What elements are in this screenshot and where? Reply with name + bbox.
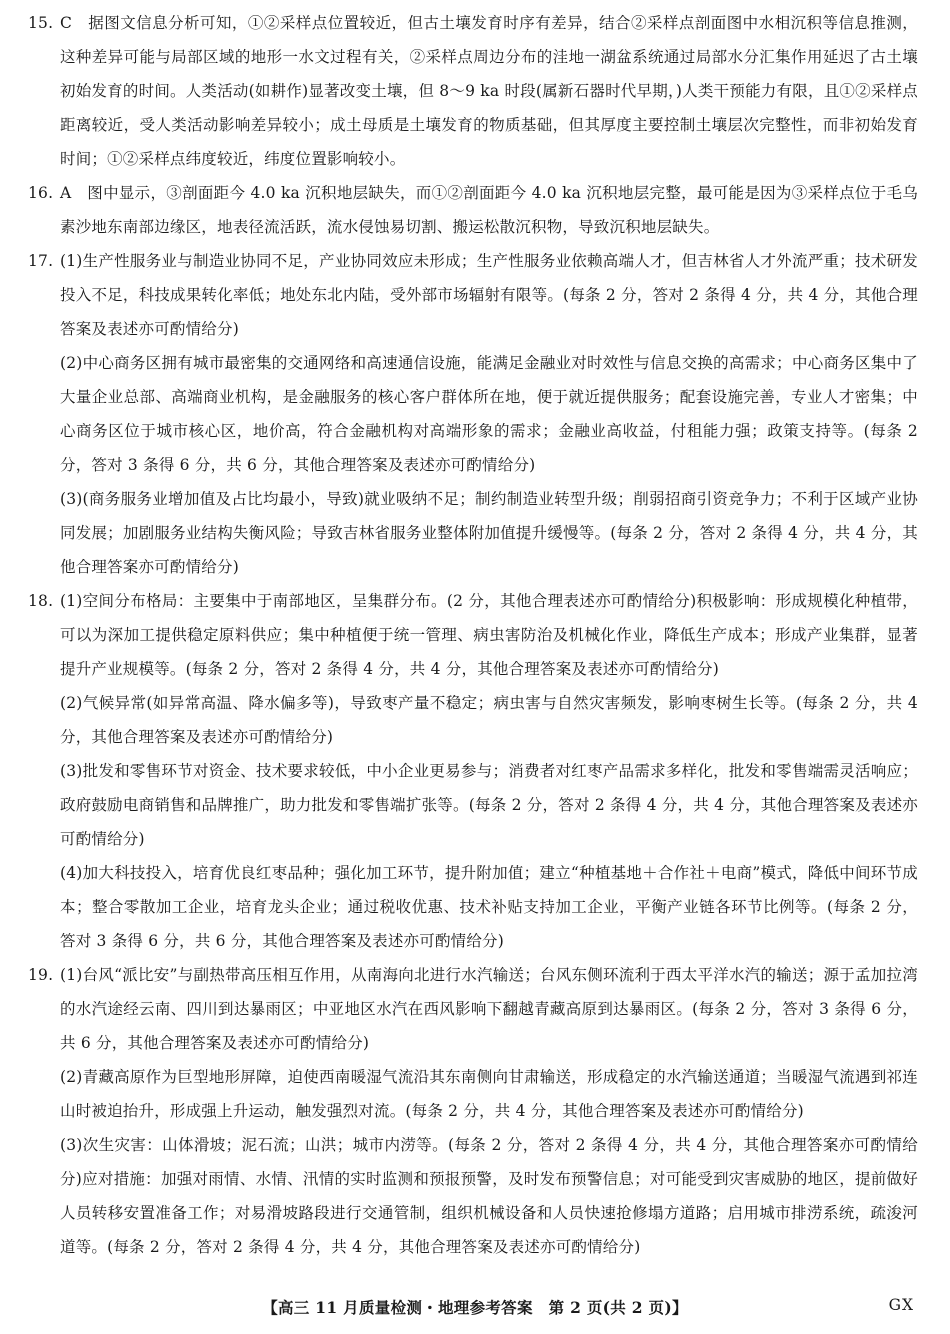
answer-body: [60, 958, 918, 1264]
answer-item-17: [28, 244, 918, 584]
answer-paragraph: A 图中显示，③剖面距今 4.0 ka 沉积地层缺失，而①②剖面距今 4.0 ka 沉积地层完整，最可能是因为③采样点位于毛乌素沙地东南部边缘区，地表径流活跃，流水侵蚀易切割、搬运松散沉积物，导致沉积地层缺失。: [60, 184, 918, 236]
answer-item-16: [28, 176, 918, 244]
answer-body: [60, 244, 918, 584]
answer-item-18: [28, 584, 918, 958]
answer-body: [60, 176, 918, 244]
answer-paragraph: (3)批发和零售环节对资金、技术要求较低，中小企业更易参与；消费者对红枣产品需求多样化，批发和零售端需灵活响应；政府鼓励电商销售和品牌推广，助力批发和零售端扩张等。(每条 2 分，答对 2 条得 4 分，共 4 分，其他合理答案及表述亦可酌情给分): [60, 762, 918, 848]
question-number: 19.: [28, 966, 54, 984]
answer-body: [60, 584, 918, 958]
answer-content: [28, 6, 918, 1264]
question-number: 18.: [28, 592, 54, 610]
question-number: 17.: [28, 252, 54, 270]
answer-paragraph: (2)气候异常(如异常高温、降水偏多等)，导致枣产量不稳定；病虫害与自然灾害频发，影响枣树生长等。(每条 2 分，共 4 分，其他合理答案及表述亦可酌情给分): [60, 694, 918, 746]
answer-paragraph: (1)生产性服务业与制造业协同不足，产业协同效应未形成；生产性服务业依赖高端人才，但吉林省人才外流严重；技术研发投入不足，科技成果转化率低；地处东北内陆，受外部市场辐射有限等。(每条 2 分，答对 2 条得 4 分，共 4 分，其他合理答案及表述亦可酌情给分): [60, 252, 918, 338]
answer-body: [60, 6, 918, 176]
answer-item-19: [28, 958, 918, 1264]
answer-item-15: [28, 6, 918, 176]
page-footer: [0, 1290, 950, 1326]
question-number: 16.: [28, 184, 54, 202]
answer-paragraph: (2)青藏高原作为巨型地形屏障，迫使西南暖湿气流沿其东南侧向甘肃输送，形成稳定的水汽输送通道；当暖湿气流遇到祁连山时被迫抬升，形成强上升运动，触发强烈对流。(每条 2 分，共 4 分，其他合理答案及表述亦可酌情给分): [60, 1068, 918, 1120]
answer-paragraph: (4)加大科技投入，培育优良红枣品种；强化加工环节，提升附加值；建立“种植基地＋合作社＋电商”模式，降低中间环节成本；整合零散加工企业，培育龙头企业；通过税收优惠、技术补贴支持加工企业，平衡产业链各环节比例等。(每条 2 分，答对 3 条得 6 分，共 6 分，其他合理答案及表述亦可酌情给分): [60, 864, 918, 950]
question-number: 15.: [28, 14, 54, 32]
answer-paragraph: (3)(商务服务业增加值及占比均最小，导致)就业吸纳不足；制约制造业转型升级；削弱招商引资竞争力；不利于区域产业协同发展；加剧服务业结构失衡风险；导致吉林省服务业整体附加值提升缓慢等。(每条 2 分，答对 2 条得 4 分，共 4 分，其他合理答案亦可酌情给分): [60, 490, 918, 576]
answer-paragraph: (1)台风“派比安”与副热带高压相互作用，从南海向北进行水汽输送；台风东侧环流利于西太平洋水汽的输送；源于孟加拉湾的水汽途经云南、四川到达暴雨区；中亚地区水汽在西风影响下翻越青藏高原到达暴雨区。(每条 2 分，答对 3 条得 6 分，共 6 分，其他合理答案及表述亦可酌情给分): [60, 966, 918, 1052]
answer-paragraph: C 据图文信息分析可知，①②采样点位置较近，但古土壤发育时序有差异，结合②采样点剖面图中水相沉积等信息推测，这种差异可能与局部区域的地形一水文过程有关，②采样点周边分布的洼地一湖盆系统通过局部水分汇集作用延迟了古土壤初始发育的时间。人类活动(如耕作)显著改变土壤，但 8～9 ka 时段(属新石器时代早期，)人类干预能力有限，且①②采样点距离较近，受人类活动影响差异较小；成土母质是土壤发育的物质基础，但其厚度主要控制土壤层次完整性，而非初始发育时间；①②采样点纬度较近，纬度位置影响较小。: [60, 14, 918, 168]
answer-paragraph: (1)空间分布格局：主要集中于南部地区，呈集群分布。(2 分，其他合理表述亦可酌情给分)积极影响：形成规模化种植带，可以为深加工提供稳定原料供应；集中种植便于统一管理、病虫害防治及机械化作业，降低生产成本；形成产业集群，显著提升产业规模等。(每条 2 分，答对 2 条得 4 分，共 4 分，其他合理答案及表述亦可酌情给分): [60, 592, 918, 678]
answer-paragraph: (2)中心商务区拥有城市最密集的交通网络和高速通信设施，能满足金融业对时效性与信息交换的高需求；中心商务区集中了大量企业总部、高端商业机构，是金融服务的核心客户群体所在地，便于就近提供服务；配套设施完善，专业人才密集；中心商务区位于城市核心区，地价高，符合金融机构对高端形象的需求；金融业高收益，付租能力强；政策支持等。(每条 2 分，答对 3 条得 6 分，共 6 分，其他合理答案及表述亦可酌情给分): [60, 354, 918, 474]
footer-code: GX: [888, 1296, 914, 1314]
answer-paragraph: (3)次生灾害：山体滑坡；泥石流；山洪；城市内涝等。(每条 2 分，答对 2 条得 4 分，共 4 分，其他合理答案亦可酌情给分)应对措施：加强对雨情、水情、汛情的实时监测和预报预警，及时发布预警信息；对可能受到灾害威胁的地区，提前做好人员转移安置准备工作；对易滑坡路段进行交通管制，组织机械设备和人员快速抢修塌方道路；启用城市排涝系统，疏浚河道等。(每条 2 分，答对 2 条得 4 分，共 4 分，其他合理答案及表述亦可酌情给分): [60, 1136, 918, 1256]
footer-title: 【高三 11 月质量检测・地理参考答案 第 2 页(共 2 页)】: [262, 1298, 688, 1317]
